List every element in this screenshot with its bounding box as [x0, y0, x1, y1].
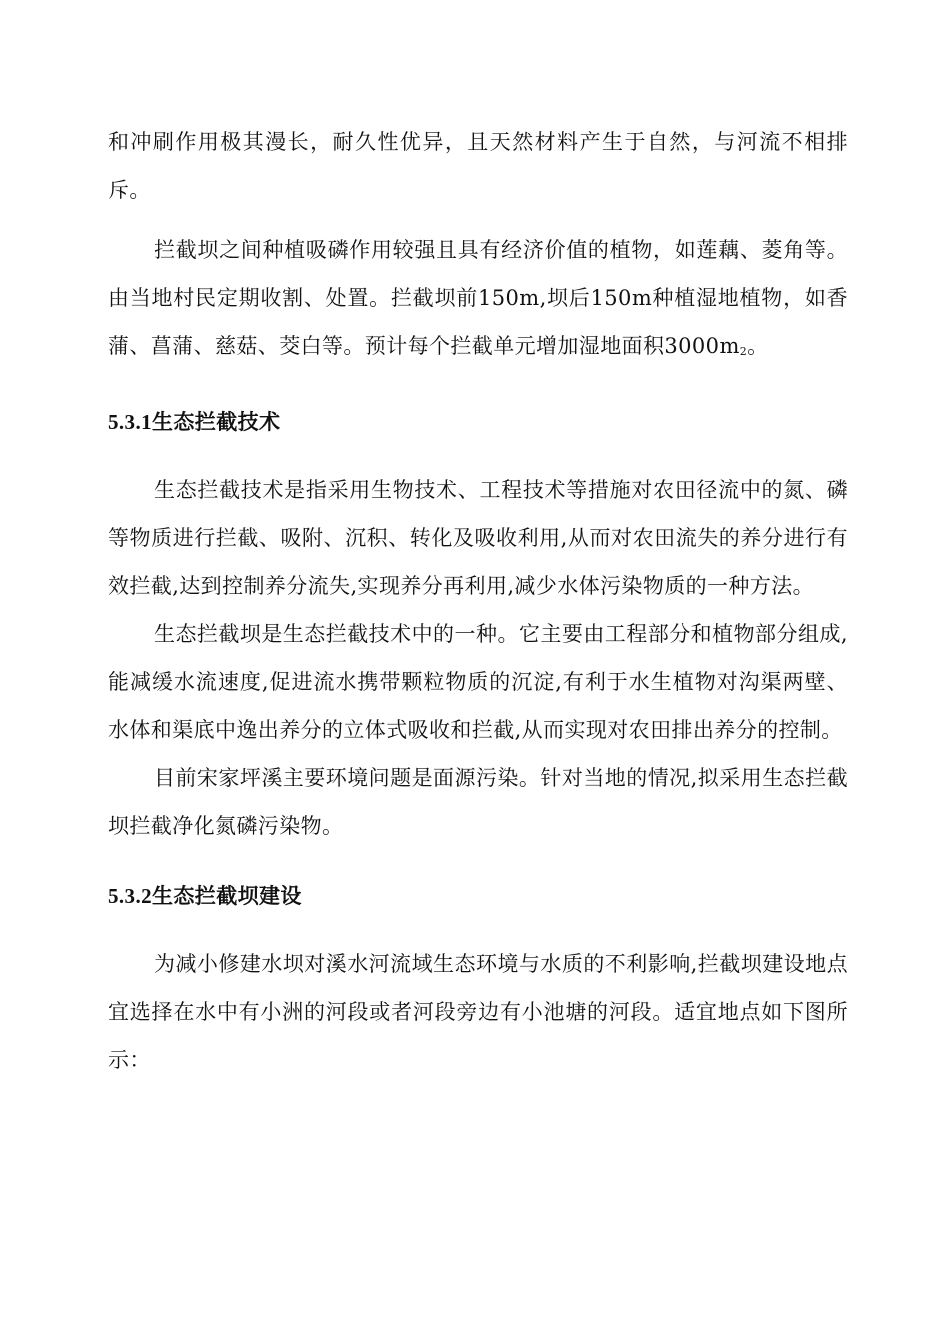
paragraph-plants-text: 拦截坝之间种植吸磷作用较强且具有经济价值的植物，如莲藕、菱角等。由当地村民定期收割、处置。拦截坝前150m,坝后150m种植湿地植物，如香蒲、菖蒲、慈菇、茭白等。预计每个拦截单元增加湿地面积3000m: [108, 238, 848, 358]
paragraph-local-problem: 目前宋家坪溪主要环境问题是面源污染。针对当地的情况,拟采用生态拦截坝拦截净化氮磷污染物。: [108, 766, 848, 838]
paragraph-continuation: 和冲刷作用极其漫长，耐久性优异，且天然材料产生于自然，与河流不相排斥。: [108, 130, 848, 202]
section-title: 生态拦截坝建设: [152, 883, 302, 908]
section-title: 生态拦截技术: [152, 409, 281, 434]
paragraph-dam-site: 为减小修建水坝对溪水河流域生态环境与水质的不利影响,拦截坝建设地点宜选择在水中有小洲的河段或者河段旁边有小池塘的河段。适宜地点如下图所示：: [108, 952, 848, 1072]
section-number: 5.3.2: [108, 884, 152, 908]
paragraph-plants: [108, 226, 848, 376]
area-unit-superscript: 2: [739, 345, 748, 358]
section-heading-5-3-1: [108, 398, 848, 446]
document-page: [108, 118, 848, 1084]
paragraph-technique-definition: 生态拦截技术是指采用生物技术、工程技术等措施对农田径流中的氮、磷等物质进行拦截、吸附、沉积、转化及吸收利用,从而对农田流失的养分进行有效拦截,达到控制养分流失,实现养分再利用,减少水体污染物质的一种方法。: [108, 478, 848, 598]
paragraph-plants-period: 。: [747, 334, 769, 358]
section-heading-5-3-2: [108, 872, 848, 920]
paragraph-dam-description: 生态拦截坝是生态拦截技术中的一种。它主要由工程部分和植物部分组成,能减缓水流速度,促进流水携带颗粒物质的沉淀,有利于水生植物对沟渠两壁、水体和渠底中逸出养分的立体式吸收和拦截,从而实现对农田排出养分的控制。: [108, 622, 848, 742]
section-number: 5.3.1: [108, 410, 152, 434]
